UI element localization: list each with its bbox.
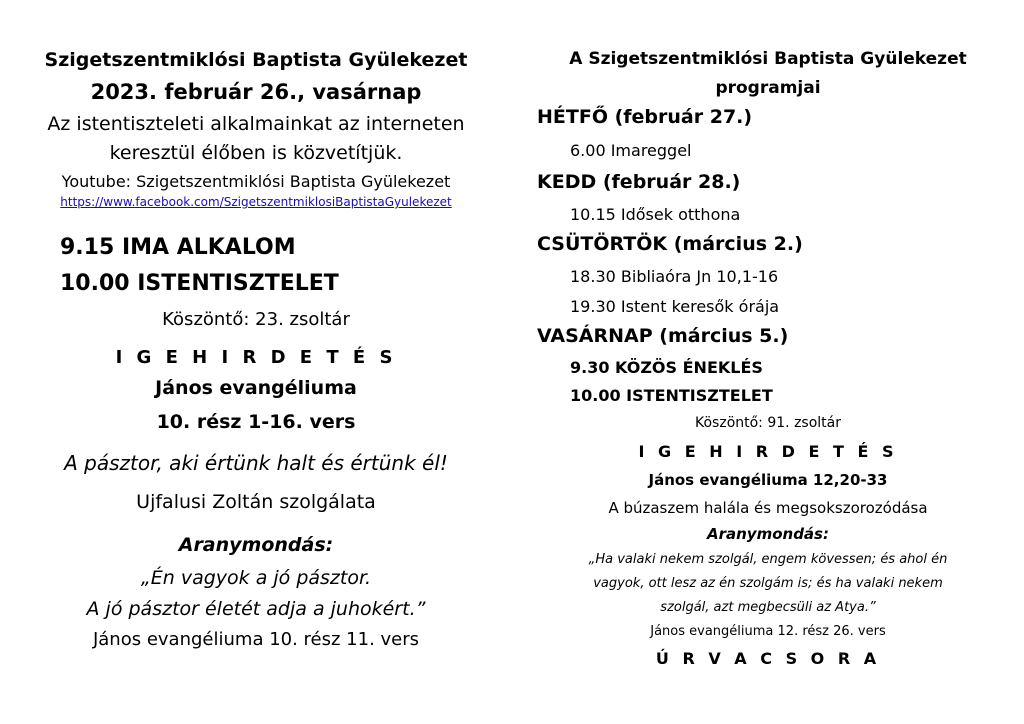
facebook-link[interactable]: https://www.facebook.com/SzigetszentmiklosiBaptistaGyulekezet [60, 195, 452, 209]
golden-verse-line-1: „Ha valaki nekem szolgál, engem kövessen; és ahol én [588, 552, 948, 567]
greeting-psalm: Köszöntő: 23. zsoltár [162, 309, 350, 330]
golden-verse-line-2: A jó pásztor életét adja a juhokért.” [86, 598, 426, 620]
service-time: 10.00 ISTENTISZTELET [60, 271, 339, 296]
thursday-item-1: 18.30 Bibliaóra Jn 10,1-16 [570, 267, 779, 286]
sermon-heading: I G E H I R D E T É S [638, 442, 898, 461]
golden-verse-heading: Aranymondás: [178, 534, 334, 556]
greeting-psalm: Köszöntő: 91. zsoltár [695, 415, 841, 431]
preacher: Ujfalusi Zoltán szolgálata [136, 491, 376, 513]
sunday-item-1: 9.30 KÖZÖS ÉNEKLÉS [570, 358, 763, 377]
day-monday: HÉTFŐ (február 27.) [537, 106, 753, 128]
sermon-gospel: János evangéliuma [155, 377, 357, 399]
service-date: 2023. február 26., vasárnap [90, 80, 422, 104]
golden-verse-heading: Aranymondás: [707, 525, 829, 543]
church-name: Szigetszentmiklósi Baptista Gyülekezet [44, 49, 468, 71]
intro-line-1: Az istentiszteleti alkalmainkat az interneten [47, 113, 465, 135]
programs-title-line-2: programjai [715, 78, 821, 98]
sermon-heading: I G E H I R D E T É S [115, 347, 397, 368]
sermon-title: A pásztor, aki értünk halt és értünk él! [64, 451, 448, 475]
programs-title-line-1: A Szigetszentmiklósi Baptista Gyülekezet [569, 49, 967, 69]
communion-heading: Ú R V A C S O R A [655, 649, 881, 668]
golden-verse-reference: János evangéliuma 12. rész 26. vers [650, 624, 886, 639]
day-sunday: VASÁRNAP (március 5.) [537, 325, 789, 347]
tuesday-item: 10.15 Idősek otthona [570, 205, 741, 224]
prayer-time: 9.15 IMA ALKALOM [60, 235, 296, 260]
monday-item: 6.00 Imareggel [570, 141, 692, 160]
youtube-line: Youtube: Szigetszentmiklósi Baptista Gyülekezet [61, 172, 451, 191]
sermon-gospel: János evangéliuma 12,20-33 [648, 471, 888, 489]
day-tuesday: KEDD (február 28.) [537, 171, 741, 193]
sermon-passage: 10. rész 1-16. vers [156, 411, 356, 433]
golden-verse-line-1: „Én vagyok a jó pásztor. [140, 567, 372, 589]
intro-line-2: keresztül élőben is közvetítjük. [109, 142, 403, 164]
golden-verse-line-3: szolgál, azt megbecsüli az Atya.” [660, 600, 876, 615]
day-thursday: CSÜTÖRTÖK (március 2.) [537, 233, 803, 255]
sunday-item-2: 10.00 ISTENTISZTELET [570, 386, 773, 405]
sermon-title: A búzaszem halála és megsokszorozódása [608, 499, 928, 517]
golden-verse-line-2: vagyok, ott lesz az én szolgám is; és ha valaki nekem [593, 576, 943, 591]
golden-verse-reference: János evangéliuma 10. rész 11. vers [92, 629, 420, 650]
thursday-item-2: 19.30 Istent keresők órája [570, 297, 780, 316]
